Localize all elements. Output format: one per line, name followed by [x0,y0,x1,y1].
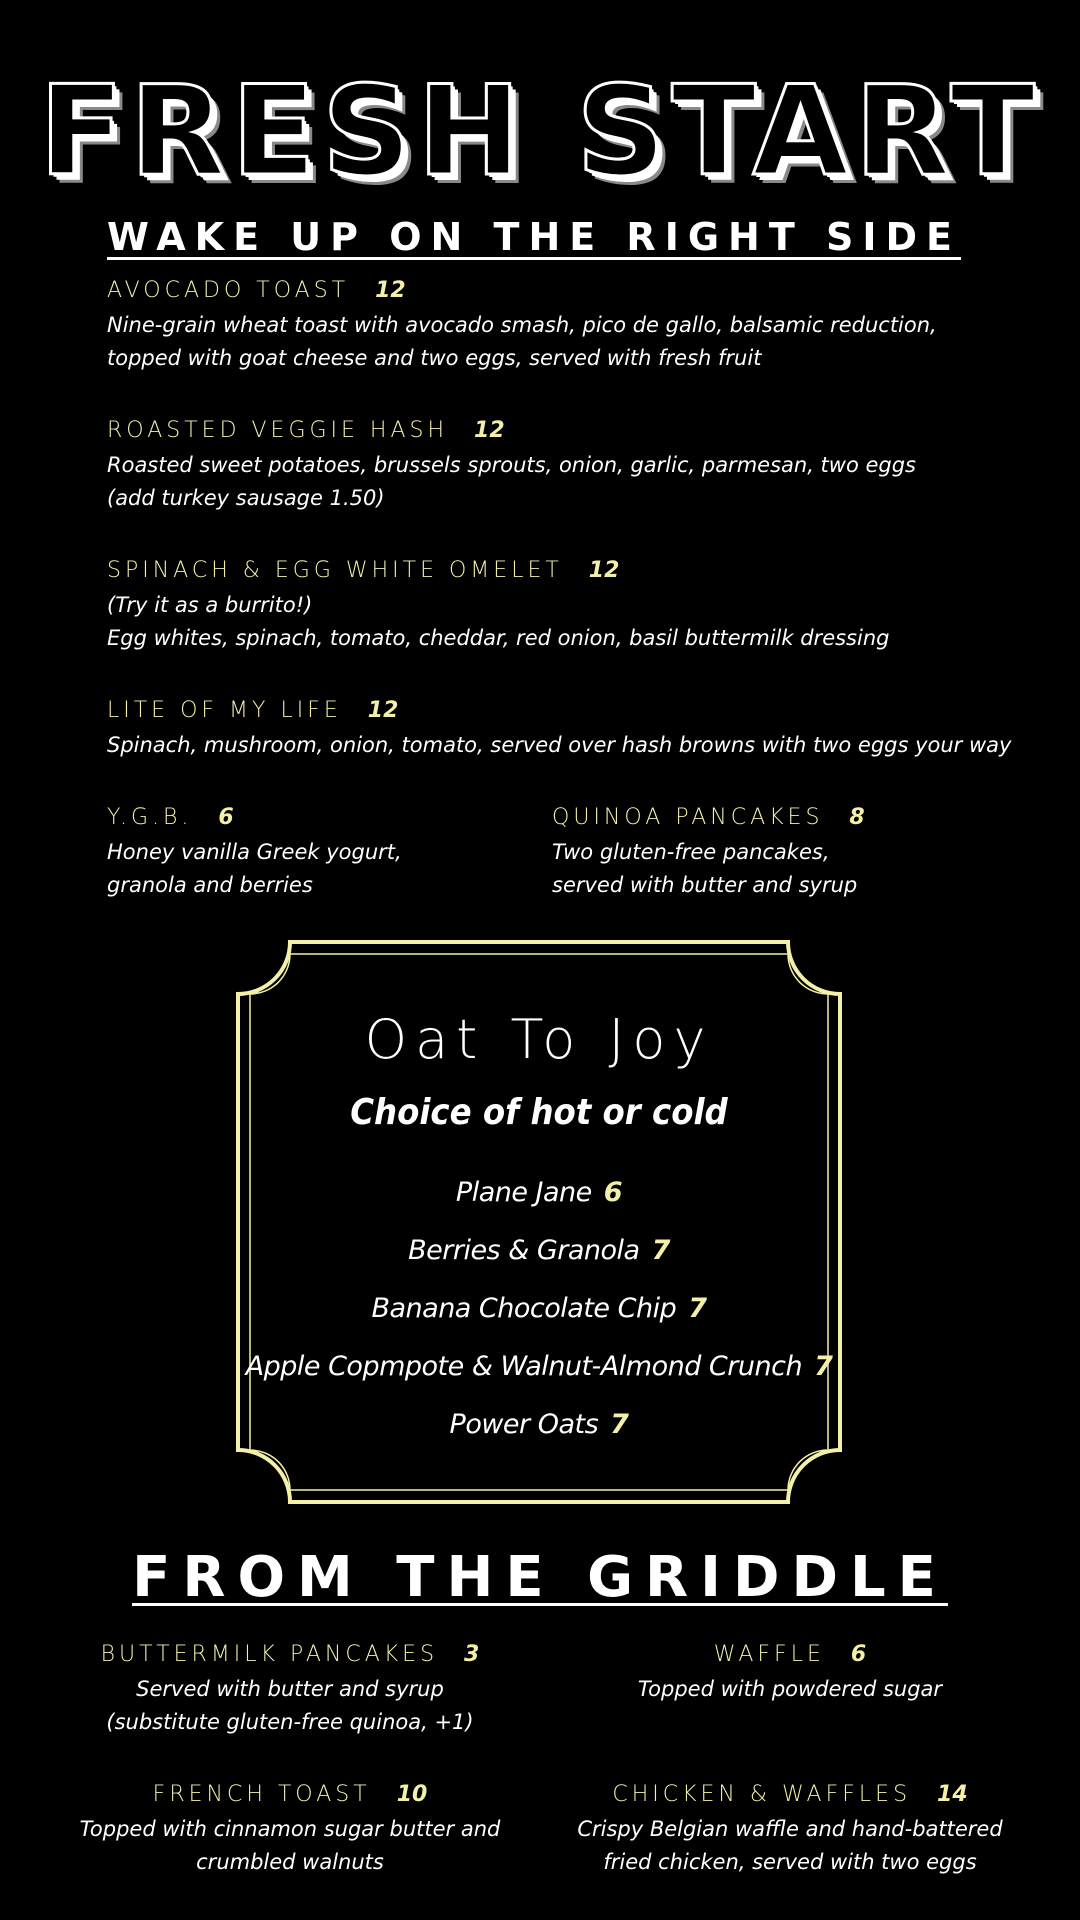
oat-item [236,1222,842,1280]
item-price: 12 [474,418,505,443]
menu-item-buttermilk-pancakes [60,1642,520,1739]
menu-title: FRESH START [39,60,1041,204]
item-description: Topped with powdered sugar [637,1677,943,1701]
oat-list [236,1164,842,1454]
item-description: Honey vanilla Greek yogurt, granola and berries [107,840,402,897]
menu-item-french-toast [60,1782,520,1879]
oat-item [236,1280,842,1338]
section-heading-wake-up: WAKE UP ON THE RIGHT SIDE [107,215,961,259]
menu-item-chicken-waffles [560,1782,1020,1879]
menu-item-quinoa-pancakes [552,805,1002,902]
oat-item-name: Apple Copmpote & Walnut-Almond Crunch [245,1351,803,1382]
item-description: Served with butter and syrup (substitute gluten-free quinoa, +1) [106,1677,474,1734]
oat-item [236,1396,842,1454]
item-price: 6 [850,1642,867,1667]
item-price: 12 [375,278,406,303]
item-price: 14 [937,1782,968,1807]
item-name: Y.G.B. [107,805,193,830]
menu-item-ygb [107,805,527,902]
item-price: 8 [849,805,865,830]
item-name: LITE OF MY LIFE [107,698,342,723]
oat-item [236,1338,842,1396]
box-subtitle: Choice of hot or cold [350,1092,728,1133]
item-name: CHICKEN & WAFFLES [612,1782,912,1807]
box-title: Oat To Joy [364,1008,714,1071]
item-name: QUINOA PANCAKES [552,805,824,830]
section-heading-griddle: FROM THE GRIDDLE [132,1545,948,1610]
menu-item-waffle [560,1642,1020,1706]
item-name: BUTTERMILK PANCAKES [100,1642,439,1667]
item-description: Nine-grain wheat toast with avocado smash, pico de gallo, balsamic reduction, topped with goat cheese and two eggs, served with fresh fruit [107,313,937,370]
item-name: SPINACH & EGG WHITE OMELET [107,558,563,583]
oat-to-joy-box [236,940,842,1504]
item-name: AVOCADO TOAST [107,278,350,303]
item-description: Spinach, mushroom, onion, tomato, served over hash browns with two eggs your way [107,733,1012,757]
item-price: 6 [218,805,234,830]
item-price: 10 [396,1782,428,1807]
item-price: 3 [464,1642,480,1667]
item-name: FRENCH TOAST [152,1782,371,1807]
oat-item [236,1164,842,1222]
oat-item-name: Plane Jane [455,1177,592,1208]
menu-item-roasted-veggie-hash [107,418,1007,515]
oat-item-name: Berries & Granola [408,1235,640,1266]
oat-item-name: Banana Chocolate Chip [371,1293,677,1324]
menu-item-spinach-omelet [107,558,1007,655]
item-name: ROASTED VEGGIE HASH [107,418,449,443]
item-description: Roasted sweet potatoes, brussels sprouts, onion, garlic, parmesan, two eggs (add turkey sausage 1.50) [107,453,916,510]
oat-item-price: 7 [688,1293,707,1324]
oat-item-price: 7 [610,1409,629,1440]
oat-item-name: Power Oats [449,1409,599,1440]
item-description: Topped with cinnamon sugar butter and crumbled walnuts [79,1817,501,1874]
item-price: 12 [588,558,620,583]
oat-item-price: 7 [814,1351,833,1382]
item-name: WAFFLE [713,1642,825,1667]
item-price: 12 [367,698,399,723]
menu-item-avocado-toast [107,278,1007,375]
item-description: (Try it as a burrito!) Egg whites, spinach, tomato, cheddar, red onion, basil buttermilk dressing [107,593,890,650]
item-description: Crispy Belgian waffle and hand-battered fried chicken, served with two eggs [577,1817,1003,1874]
menu-item-lite-of-my-life [107,698,1027,762]
oat-item-price: 6 [603,1177,623,1208]
oat-item-price: 7 [651,1235,670,1266]
item-description: Two gluten-free pancakes, served with butter and syrup [552,840,858,897]
